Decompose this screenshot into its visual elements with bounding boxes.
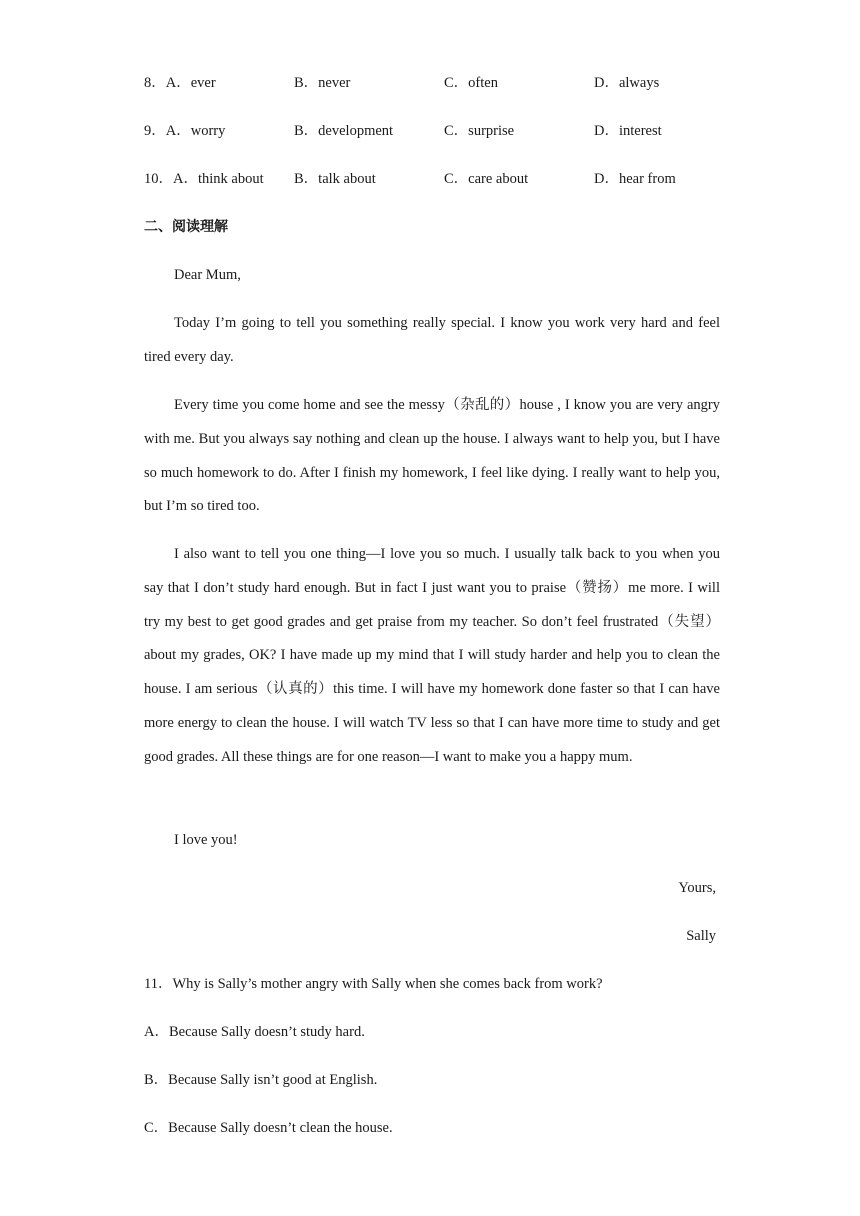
letter-paragraph-1: Today I’m going to tell you something really special. I know you work very hard and feel tired every day. <box>144 315 720 365</box>
letter-paragraph-2: Every time you come home and see the messy（杂乱的）house , I know you are very angry with me. But you always say nothing and clean up the house. I always want to help you, but I have so much homework to do. After I finish my homework, I feel like dying. I really want to help you, but I’m so tired too. <box>144 397 720 515</box>
question-11-choice-c: C．Because Sally doesn’t clean the house. <box>144 1120 393 1136</box>
option-b: B．never <box>294 75 351 91</box>
question-number: 10． <box>144 171 173 187</box>
letter-greeting: Dear Mum, <box>174 267 241 283</box>
question-number: 8． <box>144 75 166 91</box>
option-a <box>144 121 225 141</box>
option-a-text: A．worry <box>165 123 226 139</box>
letter-paragraph-3: I also want to tell you one thing—I love you so much. I usually talk back to you when you say that I don’t study hard enough. But in fact I just want you to praise（赞扬）me more. I will try my best to get good grades and get praise from my teacher. So don’t feel frustrated（失望）about my grades, OK? I have made up my mind that I will study harder and help you to clean the house. I am serious（认真的）this time. I will have my homework done faster so that I can have more energy to clean the house. I will watch TV less so that I can have more time to study and get good grades. All these things are for one reason—I want to make you a happy mum. <box>144 546 720 765</box>
question-number: 9． <box>144 123 166 139</box>
option-c: C．surprise <box>444 123 515 139</box>
option-d: D．hear from <box>594 171 676 187</box>
option-d: D．interest <box>594 123 662 139</box>
option-b: B．talk about <box>294 171 376 187</box>
question-10-options <box>144 169 744 189</box>
option-b: B．development <box>294 123 394 139</box>
option-c: C．care about <box>444 171 529 187</box>
question-9-options <box>144 121 744 141</box>
section-title: 二、阅读理解 <box>144 219 228 235</box>
question-11-choice-b: B．Because Sally isn’t good at English. <box>144 1072 378 1088</box>
option-a <box>144 169 264 189</box>
letter-signoff: Yours, <box>678 880 716 896</box>
question-11-stem: 11．Why is Sally’s mother angry with Sally when she comes back from work? <box>144 976 603 992</box>
question-8-options <box>144 73 744 93</box>
option-c: C．often <box>444 75 498 91</box>
letter-signature: Sally <box>686 928 716 944</box>
question-11-choice-a: A．Because Sally doesn’t study hard. <box>144 1024 365 1040</box>
option-a-text: A．think about <box>173 171 264 187</box>
option-a <box>144 73 216 93</box>
option-a-text: A．ever <box>165 75 216 91</box>
letter-closing-line: I love you! <box>174 832 238 848</box>
option-d: D．always <box>594 75 660 91</box>
